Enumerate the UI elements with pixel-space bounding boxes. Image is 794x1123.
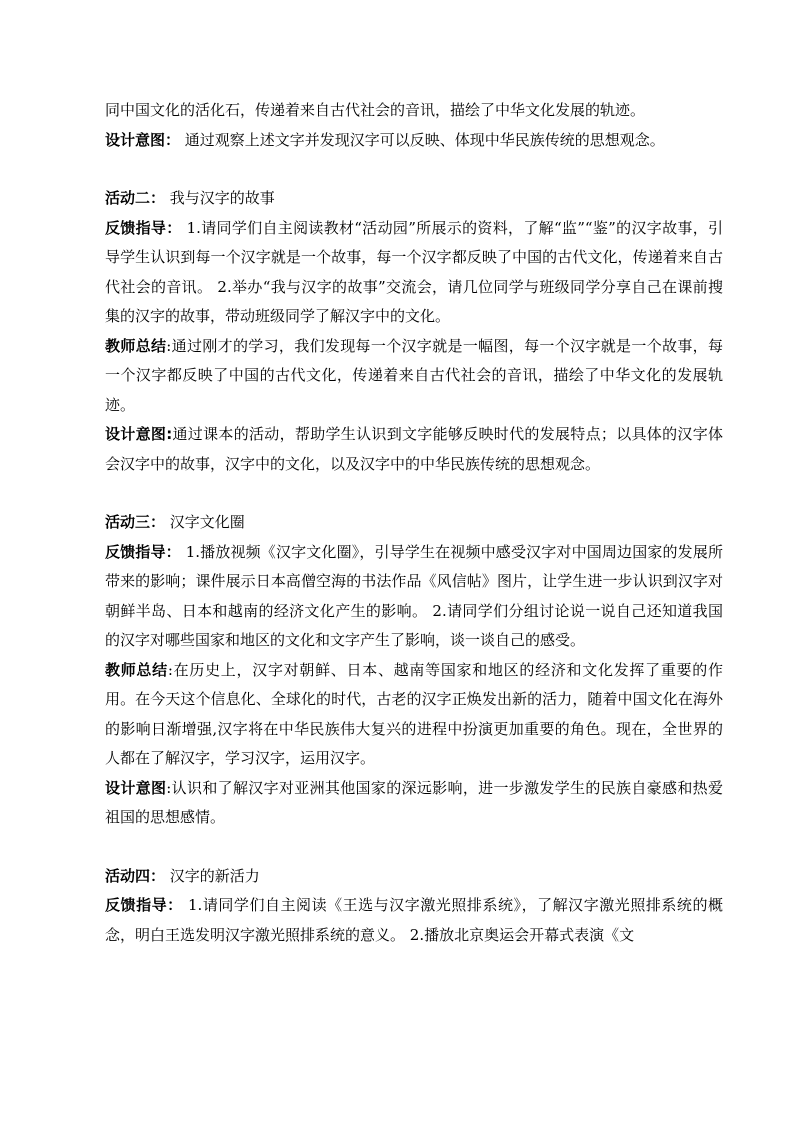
activity-2-design-intent xyxy=(105,420,723,479)
feedback-text: 1.请同学们自主阅读《王选与汉字激光照排系统》，了解汉字激光照排系统的概念，明白王选发明汉字激光照排系统的意义。 2.播放北京奥运会开幕式表演《文 xyxy=(105,896,723,944)
activity-label: 活动四： xyxy=(105,866,166,885)
spacer xyxy=(105,479,723,508)
feedback-label: 反馈指导： xyxy=(105,218,182,237)
activity-3-summary xyxy=(105,656,723,774)
spacer xyxy=(105,155,723,184)
design-intent-label: 设计意图: xyxy=(105,425,173,443)
summary-text: :通过刚才的学习，我们发现每一个汉字就是一幅图，每一个汉字就是一个故事，每一个汉字都反映了中国的古代文化，传递着来自古代社会的音讯，描绘了中华文化的发展轨迹。 xyxy=(105,336,723,414)
summary-label: 教师总结 xyxy=(105,336,167,355)
feedback-label: 反馈指导： xyxy=(105,542,181,561)
activity-4-feedback xyxy=(105,891,723,950)
activity-2-heading xyxy=(105,184,723,214)
lead-paragraph: 同中国文化的活化石，传递着来自古代社会的音讯，描绘了中华文化发展的轨迹。 xyxy=(105,101,646,119)
summary-label: 教师总结 xyxy=(105,660,168,679)
activity-3-heading xyxy=(105,508,723,538)
activity-title: 我与汉字的故事 xyxy=(165,189,275,207)
summary-text: :在历史上，汉字对朝鲜、日本、越南等国家和地区的经济和文化发挥了重要的作用。在今天这个信息化、全球化的时代，古老的汉字正焕发出新的活力，随着中国文化在海外的影响日渐增强,汉字将在中华民族伟大复兴的进程中扮演更加重要的角色。现在，全世界的人都在了解汉字，学习汉字，运用汉字。 xyxy=(105,660,723,767)
design-intent-label: 设计意图： xyxy=(105,130,181,149)
feedback-label: 反馈指导： xyxy=(105,896,183,914)
feedback-text: 1.请同学们自主阅读教材“活动园”所展示的资料，了解“监”“鉴”的汉字故事，引导学生认识到每一个汉字就是一个故事，每一个汉字都反映了中国的古代文化，传递着来自古代社会的音讯。 2.举办“我与汉字的故事”交流会，请几位同学与班级同学分享自己在课前搜集的汉字的故事，带动班级同学了解汉字中的文化。 xyxy=(105,218,723,325)
document-page xyxy=(105,96,723,950)
activity-2-feedback xyxy=(105,214,723,332)
lead-design-intent xyxy=(105,126,723,156)
design-intent-text: 通过观察上述文字并发现汉字可以反映、体现中华民族传统的思想观念。 xyxy=(180,130,665,149)
activity-label: 活动三： xyxy=(105,513,166,531)
activity-title: 汉字文化圈 xyxy=(165,513,245,531)
feedback-text: 1.播放视频《汉字文化圈》，引导学生在视频中感受汉字对中国周边国家的发展所带来的影响；课件展示日本高僧空海的书法作品《风信帖》图片，让学生进一步认识到汉字对朝鲜半岛、日本和越南的经济文化产生的影响。 2.请同学们分组讨论说一说自己还知道我国的汉字对哪些国家和地区的文化和文字产生了影响，谈一谈自己的感受。 xyxy=(105,542,723,649)
activity-3-design-intent xyxy=(105,774,723,833)
activity-3-feedback xyxy=(105,538,723,656)
activity-2-summary xyxy=(105,332,723,421)
activity-title: 汉字的新活力 xyxy=(165,866,260,885)
design-intent-label: 设计意图 xyxy=(105,778,167,797)
activity-4-heading xyxy=(105,862,723,892)
design-intent-text: :认识和了解汉字对亚洲其他国家的深远影响，进一步激发学生的民族自豪感和热爱祖国的思想感情。 xyxy=(105,778,723,826)
activity-label: 活动二： xyxy=(105,189,166,207)
design-intent-text: 通过课本的活动，帮助学生认识到文字能够反映时代的发展特点；以具体的汉字体会汉字中的故事，汉字中的文化，以及汉字中的中华民族传统的思想观念。 xyxy=(105,425,723,473)
spacer xyxy=(105,833,723,862)
